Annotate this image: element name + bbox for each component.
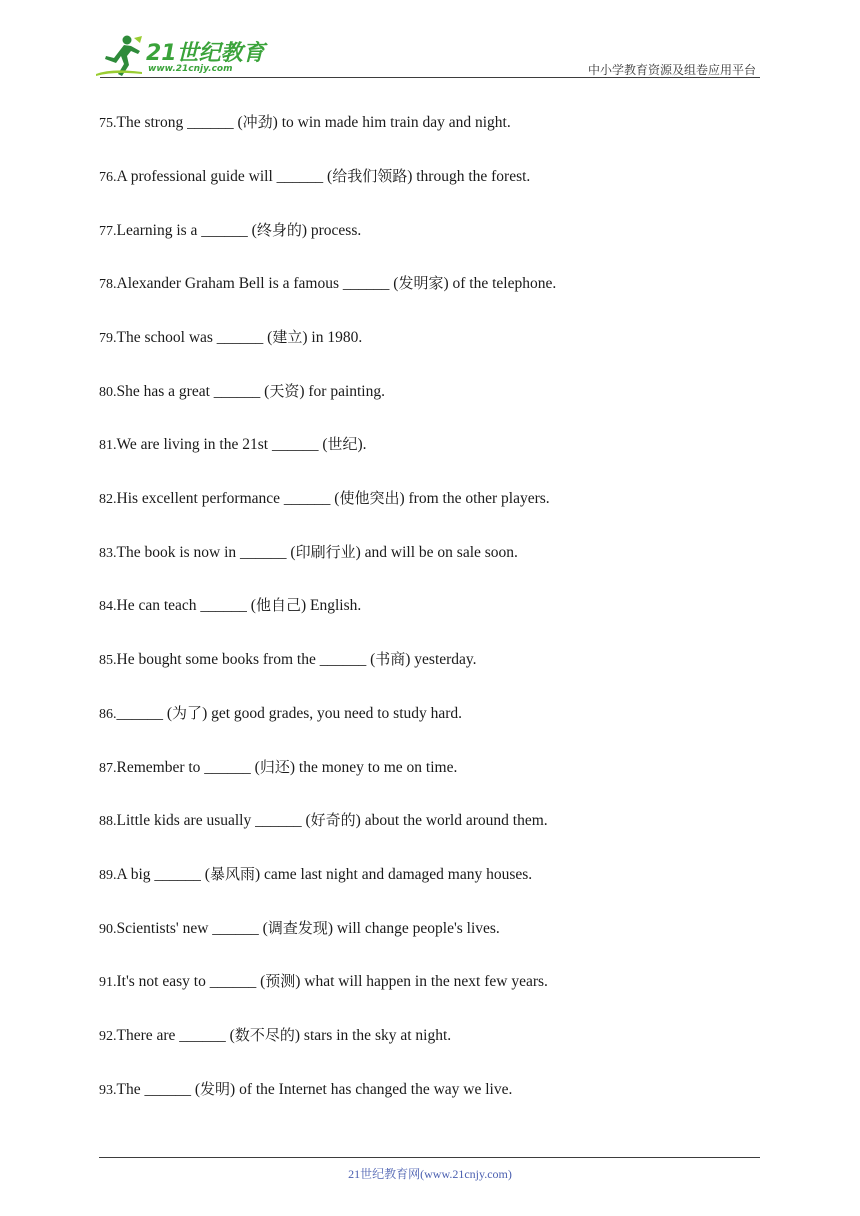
page-header xyxy=(0,0,860,80)
question-item: 77.Learning is a ______ (终身的) process. xyxy=(99,221,362,239)
question-item: 78.Alexander Graham Bell is a famous ______ (发明家) of the telephone. xyxy=(99,274,557,292)
logo-title: 21世纪教育 xyxy=(146,41,265,66)
question-item: 76.A professional guide will ______ (给我们领路) through the forest. xyxy=(99,167,531,185)
footer-divider xyxy=(99,1157,760,1158)
question-item: 81.We are living in the 21st ______ (世纪). xyxy=(99,435,367,453)
footer-link[interactable]: 21世纪教育网(www.21cnjy.com) xyxy=(348,1167,512,1181)
question-item: 92.There are ______ (数不尽的) stars in the sky at night. xyxy=(99,1026,452,1044)
runner-logo-icon xyxy=(94,34,146,78)
question-item: 82.His excellent performance ______ (使他突出) from the other players. xyxy=(99,489,550,507)
question-item: 91.It's not easy to ______ (预测) what will happen in the next few years. xyxy=(99,972,548,990)
site-logo[interactable] xyxy=(94,34,264,78)
header-divider xyxy=(100,77,760,78)
question-item: 75.The strong ______ (冲劲) to win made him train day and night. xyxy=(99,113,511,131)
question-item: 84.He can teach ______ (他自己) English. xyxy=(99,596,362,614)
question-item: 90.Scientists' new ______ (调查发现) will change people's lives. xyxy=(99,919,500,937)
logo-url: www.21cnjy.com xyxy=(148,64,233,74)
question-item: 85.He bought some books from the ______ (书商) yesterday. xyxy=(99,650,477,668)
question-item: 87.Remember to ______ (归还) the money to me on time. xyxy=(99,758,458,776)
question-item: 93.The ______ (发明) of the Internet has changed the way we live. xyxy=(99,1080,513,1098)
question-item: 79.The school was ______ (建立) in 1980. xyxy=(99,328,363,346)
question-item: 89.A big ______ (暴风雨) came last night and damaged many houses. xyxy=(99,865,533,883)
question-item: 80.She has a great ______ (天资) for painting. xyxy=(99,382,385,400)
question-item: 83.The book is now in ______ (印刷行业) and will be on sale soon. xyxy=(99,543,518,561)
question-item: 88.Little kids are usually ______ (好奇的) about the world around them. xyxy=(99,811,548,829)
header-platform-text: 中小学教育资源及组卷应用平台 xyxy=(587,63,756,77)
question-item: 86.______ (为了) get good grades, you need to study hard. xyxy=(99,704,463,722)
